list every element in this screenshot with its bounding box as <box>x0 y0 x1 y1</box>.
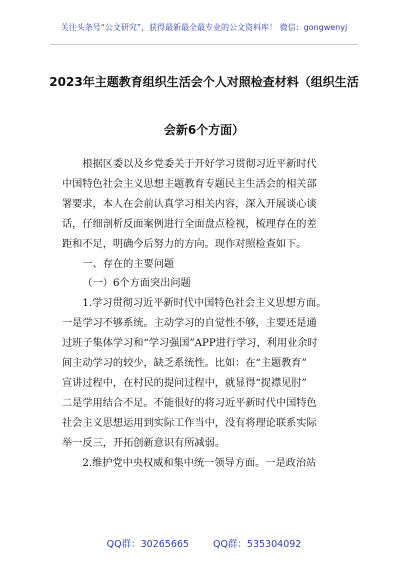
body-line: 2.维护党中央权威和集中统一领导方面。一是政治站 <box>82 457 317 469</box>
body-line: 中国特色社会主义思想主题教育专题民主生活会的相关部 <box>62 178 317 190</box>
document-title-line-2: 会新6个方面） <box>163 123 245 137</box>
document-body <box>62 155 352 474</box>
body-line: 间主动学习的较少，缺乏系统性。比如：在“主题教育” <box>62 358 307 370</box>
footer-qq-group-2: QQ群：535304092 <box>212 539 302 550</box>
body-line: 举一反三，开拓创新意识有所减弱。 <box>62 437 225 449</box>
body-line: 一是学习不够系统。主动学习的自觉性不够，主要还是通 <box>62 318 317 330</box>
body-line: 二是学用结合不足。不能很好的将习近平新时代中国特色 <box>62 397 317 409</box>
body-line: 宣讲过程中，在村民的提问过程中，就显得“捉襟见肘” <box>62 377 307 389</box>
body-line: 距和不足，明确今后努力的方向。现作对照检查如下。 <box>62 238 307 250</box>
header-watermark-note: 关注头条号“公文研究”，获得最新最全最专业的公文资料库！ 微信：gongwenyj <box>60 23 348 32</box>
document-title-line-1: 2023年主题教育组织生活会个人对照检查材料（组织生活 <box>49 75 359 89</box>
section-heading: 一、存在的主要问题 <box>82 258 175 270</box>
footer-qq-group-1: QQ群：30265665 <box>106 539 189 550</box>
header-divider <box>50 44 358 45</box>
body-line: 根据区委以及乡党委关于开好学习贯彻习近平新时代 <box>82 159 317 170</box>
body-line: 1.学习贯彻习近平新时代中国特色社会主义思想方面。 <box>82 298 327 310</box>
body-line: 署要求，本人在会前认真学习相关内容，深入开展谈心谈 <box>62 198 317 210</box>
footer-contact <box>0 536 408 550</box>
body-line: 社会主义思想运用到实际工作当中，没有将理论联系实际 <box>62 417 317 429</box>
body-line: 话，仔细剖析反面案例进行全面盘点检视，梳理存在的差 <box>62 218 317 230</box>
body-line: 过班子集体学习和“学习强国”APP进行学习，利用业余时 <box>62 338 318 350</box>
subsection-heading: （一）6个方面突出问题 <box>82 278 191 290</box>
